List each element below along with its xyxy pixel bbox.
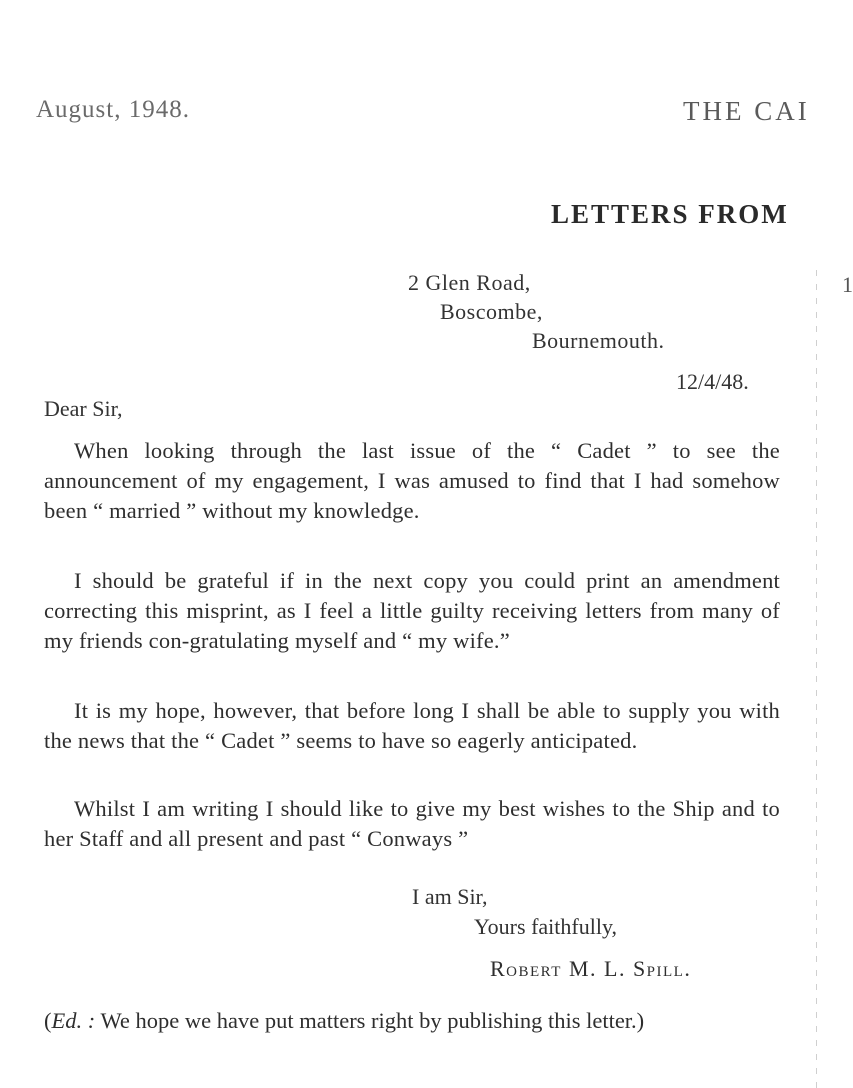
- address-line-2: Boscombe,: [440, 299, 543, 324]
- letter-paragraph-2: I should be grateful if in the next copy you could print an amendment correcting this misprint, as I feel a little guilty receiving letters from many of my friends con-gratulating myself and “ my wife.”: [44, 568, 780, 653]
- letter-date: 12/4/48.: [676, 369, 749, 394]
- editor-note-open-paren: (: [44, 1008, 52, 1033]
- column-divider: [816, 270, 817, 1088]
- address-line-1: 2 Glen Road,: [408, 270, 531, 295]
- closing-line-1: I am Sir,: [412, 884, 488, 909]
- salutation: Dear Sir,: [44, 396, 123, 421]
- signature: Robert M. L. Spill.: [490, 956, 692, 981]
- letter-paragraph-1: When looking through the last issue of the “ Cadet ” to see the announcement of my engagement, I was amused to find that I had somehow been “ married ” without my knowledge.: [44, 438, 780, 523]
- letter-paragraph-4: Whilst I am writing I should like to give my best wishes to the Ship and to her Staff and all present and past “ Conways ”: [44, 796, 780, 851]
- section-heading: LETTERS FROM: [551, 199, 789, 229]
- letter-paragraph-3: It is my hope, however, that before long I shall be able to supply you with the news that the “ Cadet ” seems to have so eagerly anticipated.: [44, 698, 780, 753]
- issue-date: August, 1948.: [36, 96, 190, 123]
- editor-note-text: We hope we have put matters right by publishing this letter.): [95, 1008, 645, 1033]
- journal-title: THE CAI: [683, 96, 810, 126]
- editor-note-label: Ed. :: [51, 1008, 96, 1033]
- adjacent-column-fragment: 1: [842, 272, 853, 297]
- address-line-3: Bournemouth.: [532, 328, 665, 353]
- closing-line-2: Yours faithfully,: [474, 914, 618, 939]
- editor-note: [44, 1006, 780, 1036]
